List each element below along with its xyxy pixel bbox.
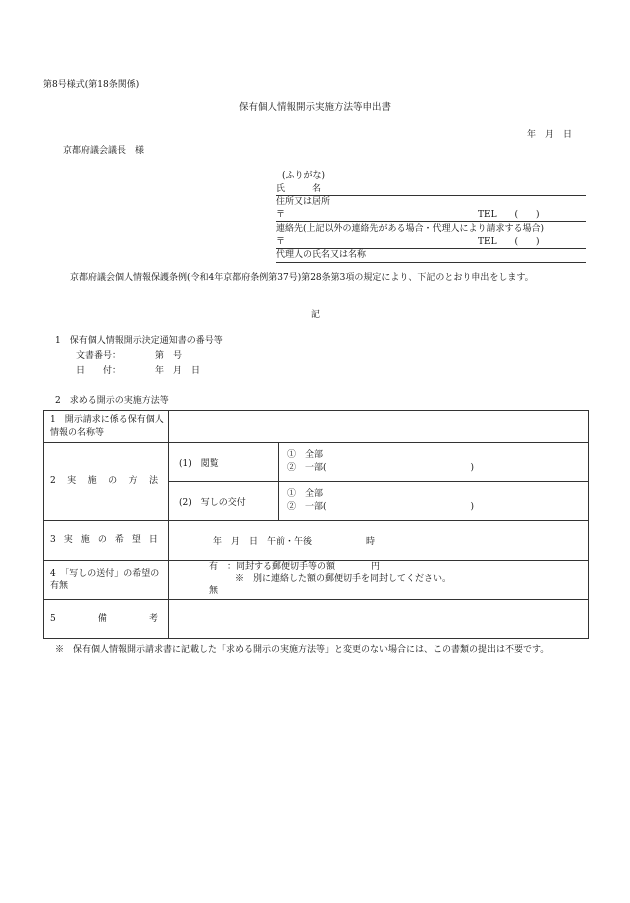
delivery-no-option[interactable]: 無	[209, 585, 219, 596]
preferred-date-field[interactable]: 年 月 日 午前・午後 時	[169, 521, 589, 561]
footnote: ※ 保有個人情報開示請求書に記載した「求める開示の実施方法等」と変更のない場合には、この書類の提出は不要です。	[55, 645, 550, 655]
furigana-label: (ふりがな)	[282, 171, 326, 181]
doc-number-value: 第 号	[155, 351, 183, 361]
method-copy	[169, 481, 588, 520]
addressee: 京都府議会議長 様	[63, 146, 145, 156]
row-preferred-date	[44, 521, 589, 561]
section1-heading: 1 保有個人情報開示決定通知書の番号等	[55, 336, 223, 346]
preferred-date-label: 3 実 施 の 希 望 日	[44, 521, 169, 561]
section2-heading: 2 求める開示の実施方法等	[55, 396, 169, 406]
row-remarks	[44, 600, 589, 639]
address-line	[276, 221, 586, 222]
tel-label-contact: TEL ( )	[478, 237, 540, 247]
copy-delivery-label: 4 「写しの送付」の希望の有無	[44, 561, 169, 600]
postal-mark-contact: 〒	[276, 237, 286, 247]
delivery-note: ※ 別に連絡した額の郵便切手を同封してください。	[235, 574, 452, 585]
tel-label: TEL ( )	[478, 210, 540, 220]
postal-mark: 〒	[276, 210, 286, 220]
name-label: 氏 名	[276, 184, 322, 194]
doc-number-label: 文書番号：	[76, 351, 122, 361]
document-title: 保有個人情報開示実施方法等申出書	[238, 102, 391, 113]
copy-option-all[interactable]: ① 全部	[287, 489, 324, 500]
agent-line	[276, 262, 586, 263]
method-options	[169, 443, 589, 521]
method-viewing	[169, 443, 588, 481]
row-method	[44, 443, 589, 521]
notice-date-label: 日 付：	[76, 366, 122, 376]
viewing-label: (1) 閲覧	[169, 443, 279, 481]
notice-date-value: 年 月 日	[155, 366, 201, 376]
info-name-field[interactable]	[169, 411, 589, 443]
viewing-option-partial[interactable]: ② 一部( )	[287, 463, 475, 473]
address-label: 住所又は居所	[276, 197, 331, 207]
viewing-option-all[interactable]: ① 全部	[287, 450, 324, 461]
remarks-label: 5 備 考	[44, 600, 169, 639]
agent-label: 代理人の氏名又は名称	[276, 250, 367, 260]
copy-label: (2) 写しの交付	[169, 482, 279, 520]
name-line	[276, 195, 586, 196]
form-number: 第8号様式(第18条関係)	[43, 80, 140, 90]
contact-label: 連絡先(上記以外の連絡先がある場合・代理人により請求する場合)	[276, 224, 545, 234]
copy-delivery-options	[169, 561, 589, 600]
method-label: 2 実 施 の 方 法	[44, 443, 169, 521]
copy-option-partial[interactable]: ② 一部( )	[287, 502, 475, 512]
ki-mark: 記	[311, 310, 321, 320]
contact-line	[276, 248, 586, 249]
delivery-yes-option[interactable]: 有 ：同封する郵便切手等の額 円	[209, 562, 381, 573]
row-copy-delivery	[44, 561, 589, 600]
remarks-field[interactable]	[169, 600, 589, 639]
info-name-label: 1 開示請求に係る保有個人情報の名称等	[44, 411, 169, 443]
disclosure-method-table	[43, 410, 589, 639]
row-info-name	[44, 411, 589, 443]
submission-date: 年 月 日	[527, 130, 573, 140]
statement-text: 京都府議会個人情報保護条例(令和4年京都府条例第37号)第28条第3項の規定により、下記のとおり申出をします。	[70, 273, 534, 283]
